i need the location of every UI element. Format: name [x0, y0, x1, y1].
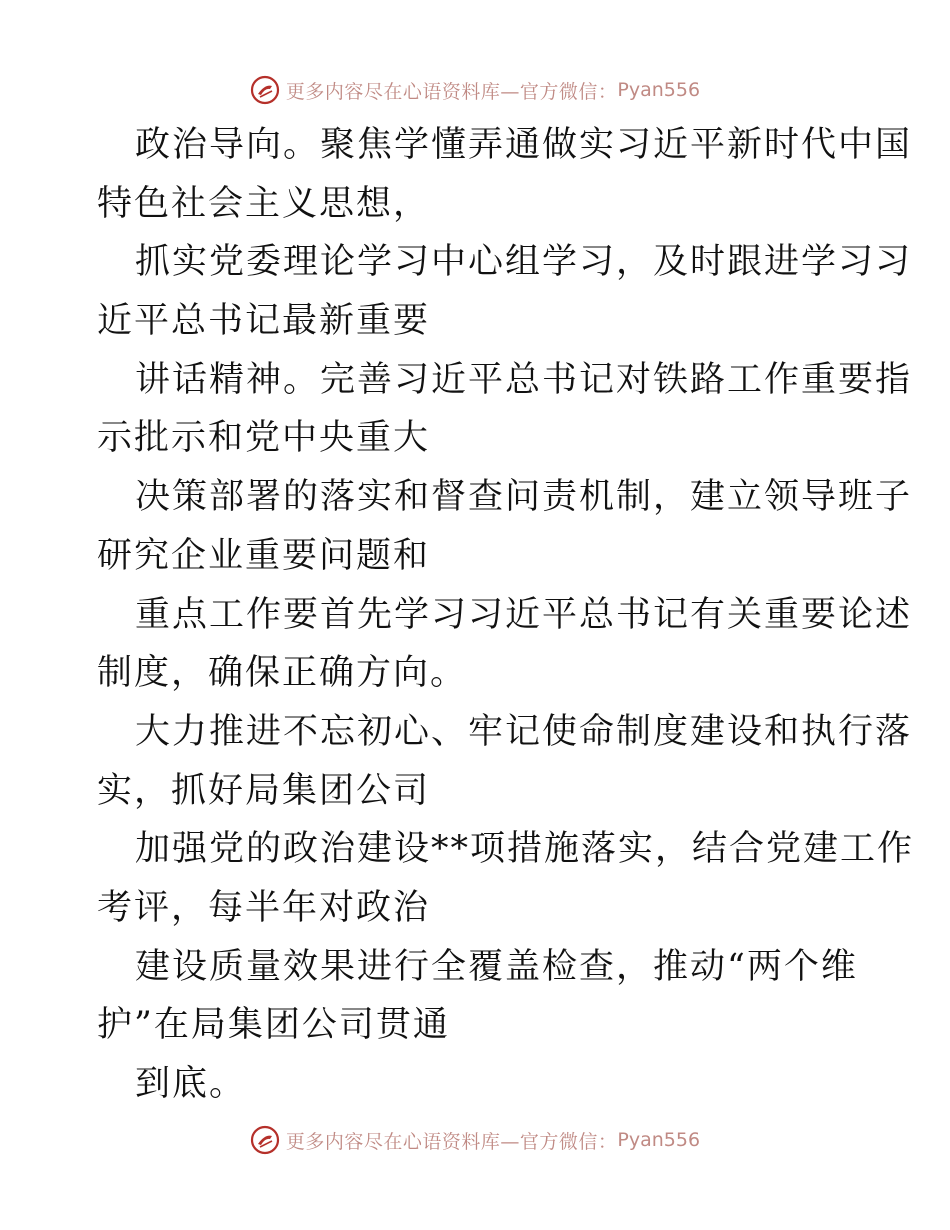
- text-line: 大力推进不忘初心、牢记使命制度建设和执行落: [135, 711, 913, 752]
- banner-text: 更多内容尽在心语资料库—官方微信：: [285, 1130, 618, 1153]
- book-logo-icon: [250, 1125, 280, 1155]
- header-watermark-banner: [0, 70, 950, 110]
- banner-text: 更多内容尽在心语资料库—官方微信：: [285, 80, 618, 103]
- text-line: 特色社会主义思想，: [97, 183, 431, 224]
- text-line: 政治导向。聚焦学懂弄通做实习近平新时代中国: [135, 125, 913, 165]
- footer-watermark-banner: [0, 1120, 950, 1160]
- text-line: 建设质量效果进行全覆盖检查，推动“两个维: [135, 946, 858, 987]
- text-line: 实，抓好局集团公司: [97, 770, 431, 811]
- book-logo-icon: [250, 75, 280, 105]
- text-line: 近平总书记最新重要: [97, 301, 431, 342]
- text-line: 护”在局集团公司贯通: [97, 1005, 450, 1046]
- banner-wechat-id: Pyan556: [617, 79, 701, 101]
- document-body: [97, 116, 915, 1114]
- text-line: 考评，每半年对政治: [97, 887, 431, 928]
- text-line: 研究企业重要问题和: [97, 535, 431, 576]
- text-line: 制度，确保正确方向。: [97, 653, 468, 694]
- text-line: 加强党的政治建设**项措施落实，结合党建工作: [135, 829, 915, 870]
- text-line: 决策部署的落实和督查问责机制，建立领导班子: [135, 477, 913, 518]
- banner-wechat-id: Pyan556: [617, 1129, 701, 1151]
- text-line: 到底。: [135, 1064, 247, 1104]
- text-line: 讲话精神。完善习近平总书记对铁路工作重要指: [135, 359, 913, 400]
- text-line: 重点工作要首先学习习近平总书记有关重要论述: [135, 594, 913, 635]
- text-line: 示批示和党中央重大: [97, 418, 431, 459]
- text-line: 抓实党委理论学习中心组学习，及时跟进学习习: [135, 242, 913, 283]
